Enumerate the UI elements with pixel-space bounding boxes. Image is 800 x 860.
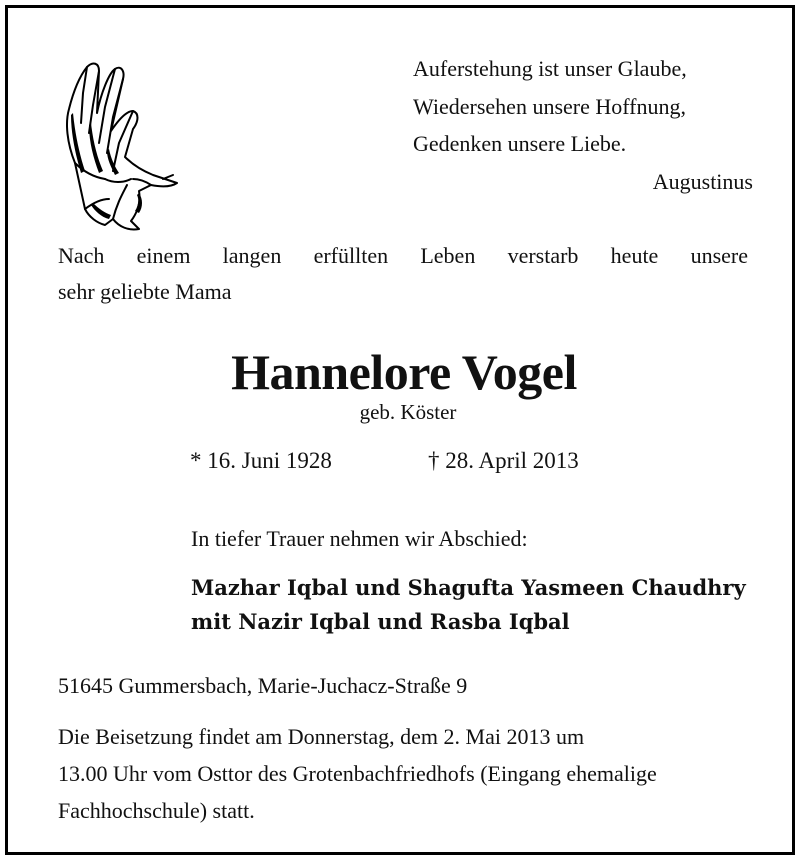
funeral-line: 13.00 Uhr vom Osttor des Grotenbachfriedhofs (Eingang ehemalige (58, 761, 657, 786)
quote-author: Augustinus (652, 168, 753, 194)
mourning-intro: In tiefer Trauer nehmen wir Abschied: (191, 526, 528, 551)
funeral-line: Die Beisetzung findet am Donnerstag, dem 2. Mai 2013 um (58, 724, 585, 749)
intro-line: Nach einem langen erfüllten Leben verstarb heute unsere (58, 243, 748, 268)
mourners-list (191, 571, 746, 639)
mourner-line: mit Nazir Iqbal und Rasba Iqbal (191, 609, 570, 634)
quote-line: Wiedersehen unsere Hoffnung, (413, 93, 687, 119)
quote-line: Auferstehung ist unser Glaube, (413, 56, 687, 81)
quote-line: Gedenken unsere Liebe. (413, 131, 627, 156)
intro-text (58, 238, 748, 310)
obituary-notice (5, 5, 795, 855)
quote-block (413, 50, 753, 200)
birth-date: * 16. Juni 1928 (190, 448, 332, 473)
death-date: † 28. April 2013 (428, 448, 579, 473)
deceased-name: Hannelore Vogel (231, 344, 577, 400)
funeral-line: Fachhochschule) statt. (58, 798, 255, 823)
funeral-info (58, 718, 748, 829)
praying-hands-icon (53, 53, 183, 233)
address: 51645 Gummersbach, Marie-Juchacz-Straße 9 (58, 673, 468, 698)
intro-line: sehr geliebte Mama (58, 279, 232, 304)
mourner-line: Mazhar Iqbal und Shagufta Yasmeen Chaudhry (191, 575, 746, 600)
maiden-name: geb. Köster (359, 400, 457, 424)
